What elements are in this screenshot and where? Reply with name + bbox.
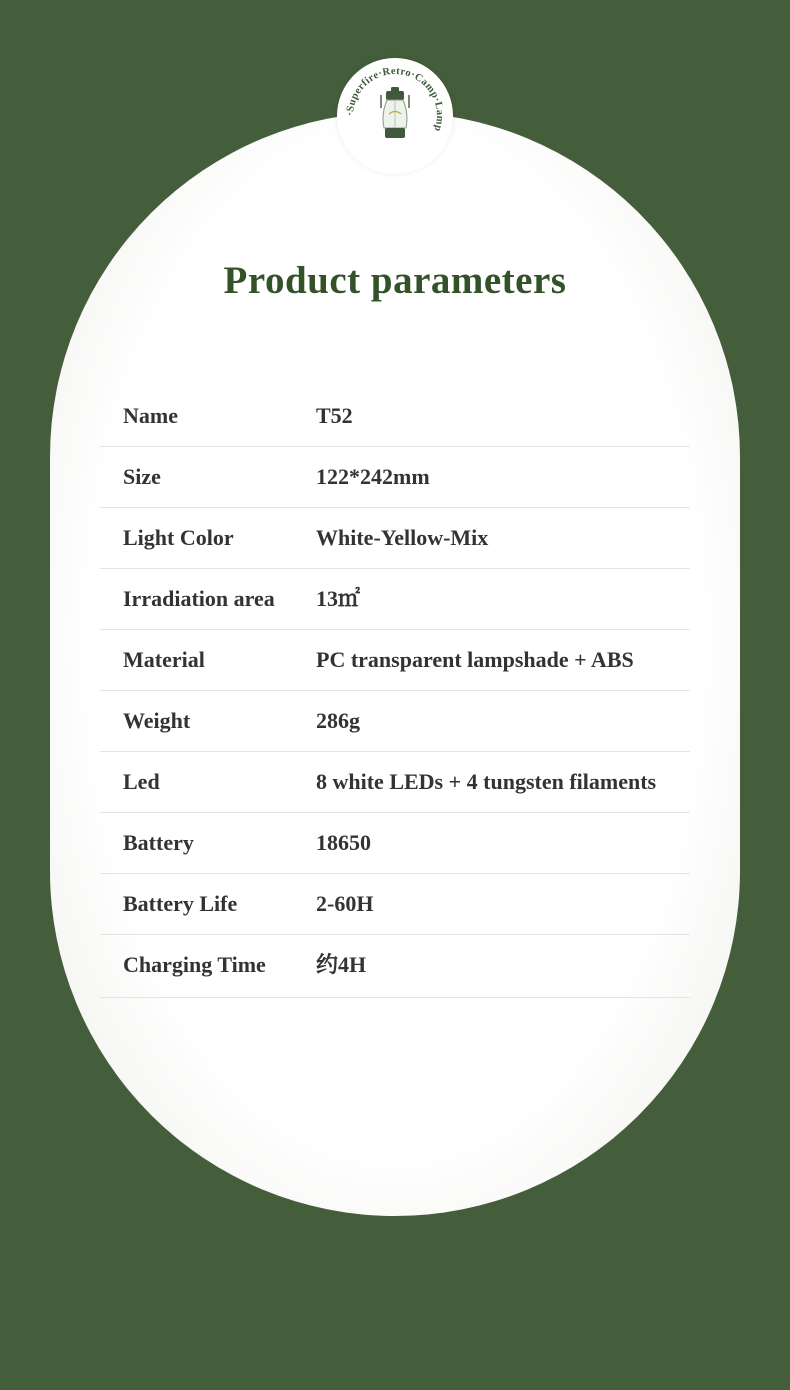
param-value: T52 <box>316 403 353 428</box>
table-row <box>100 935 690 998</box>
param-value: PC transparent lampshade + ABS <box>316 647 634 672</box>
param-value: 2-60H <box>316 891 374 916</box>
param-value: 约4H <box>316 952 367 977</box>
param-value: White-Yellow-Mix <box>316 525 489 550</box>
table-row <box>100 508 690 569</box>
table-row <box>100 874 690 935</box>
param-label: Led <box>123 769 160 794</box>
param-value: 8 white LEDs + 4 tungsten filaments <box>316 769 657 794</box>
badge-graphic <box>337 58 453 174</box>
table-row <box>100 752 690 813</box>
param-value: 13㎡ <box>316 586 361 611</box>
param-label: Weight <box>123 708 191 733</box>
table-row <box>100 386 690 447</box>
param-value: 18650 <box>316 830 371 855</box>
table-row <box>100 691 690 752</box>
table-row <box>100 447 690 508</box>
param-label: Charging Time <box>123 952 266 977</box>
param-label: Battery <box>123 830 194 855</box>
param-value: 122*242mm <box>316 464 430 489</box>
param-label: Battery Life <box>123 891 238 916</box>
param-value: 286g <box>316 708 360 733</box>
table-row <box>100 569 690 630</box>
table-row <box>100 813 690 874</box>
badge-ring-text: ·Superfire·Retro·Camp·Lamp <box>344 65 446 133</box>
param-label: Light Color <box>123 525 234 550</box>
param-label: Size <box>123 464 161 489</box>
page-title: Product parameters <box>223 259 567 302</box>
camp-lantern-icon <box>381 87 409 138</box>
brand-badge <box>337 58 453 174</box>
table-row <box>100 630 690 691</box>
parameters-table <box>100 386 690 998</box>
param-label: Name <box>123 403 178 428</box>
param-label: Material <box>123 647 205 672</box>
param-label: Irradiation area <box>123 586 275 611</box>
